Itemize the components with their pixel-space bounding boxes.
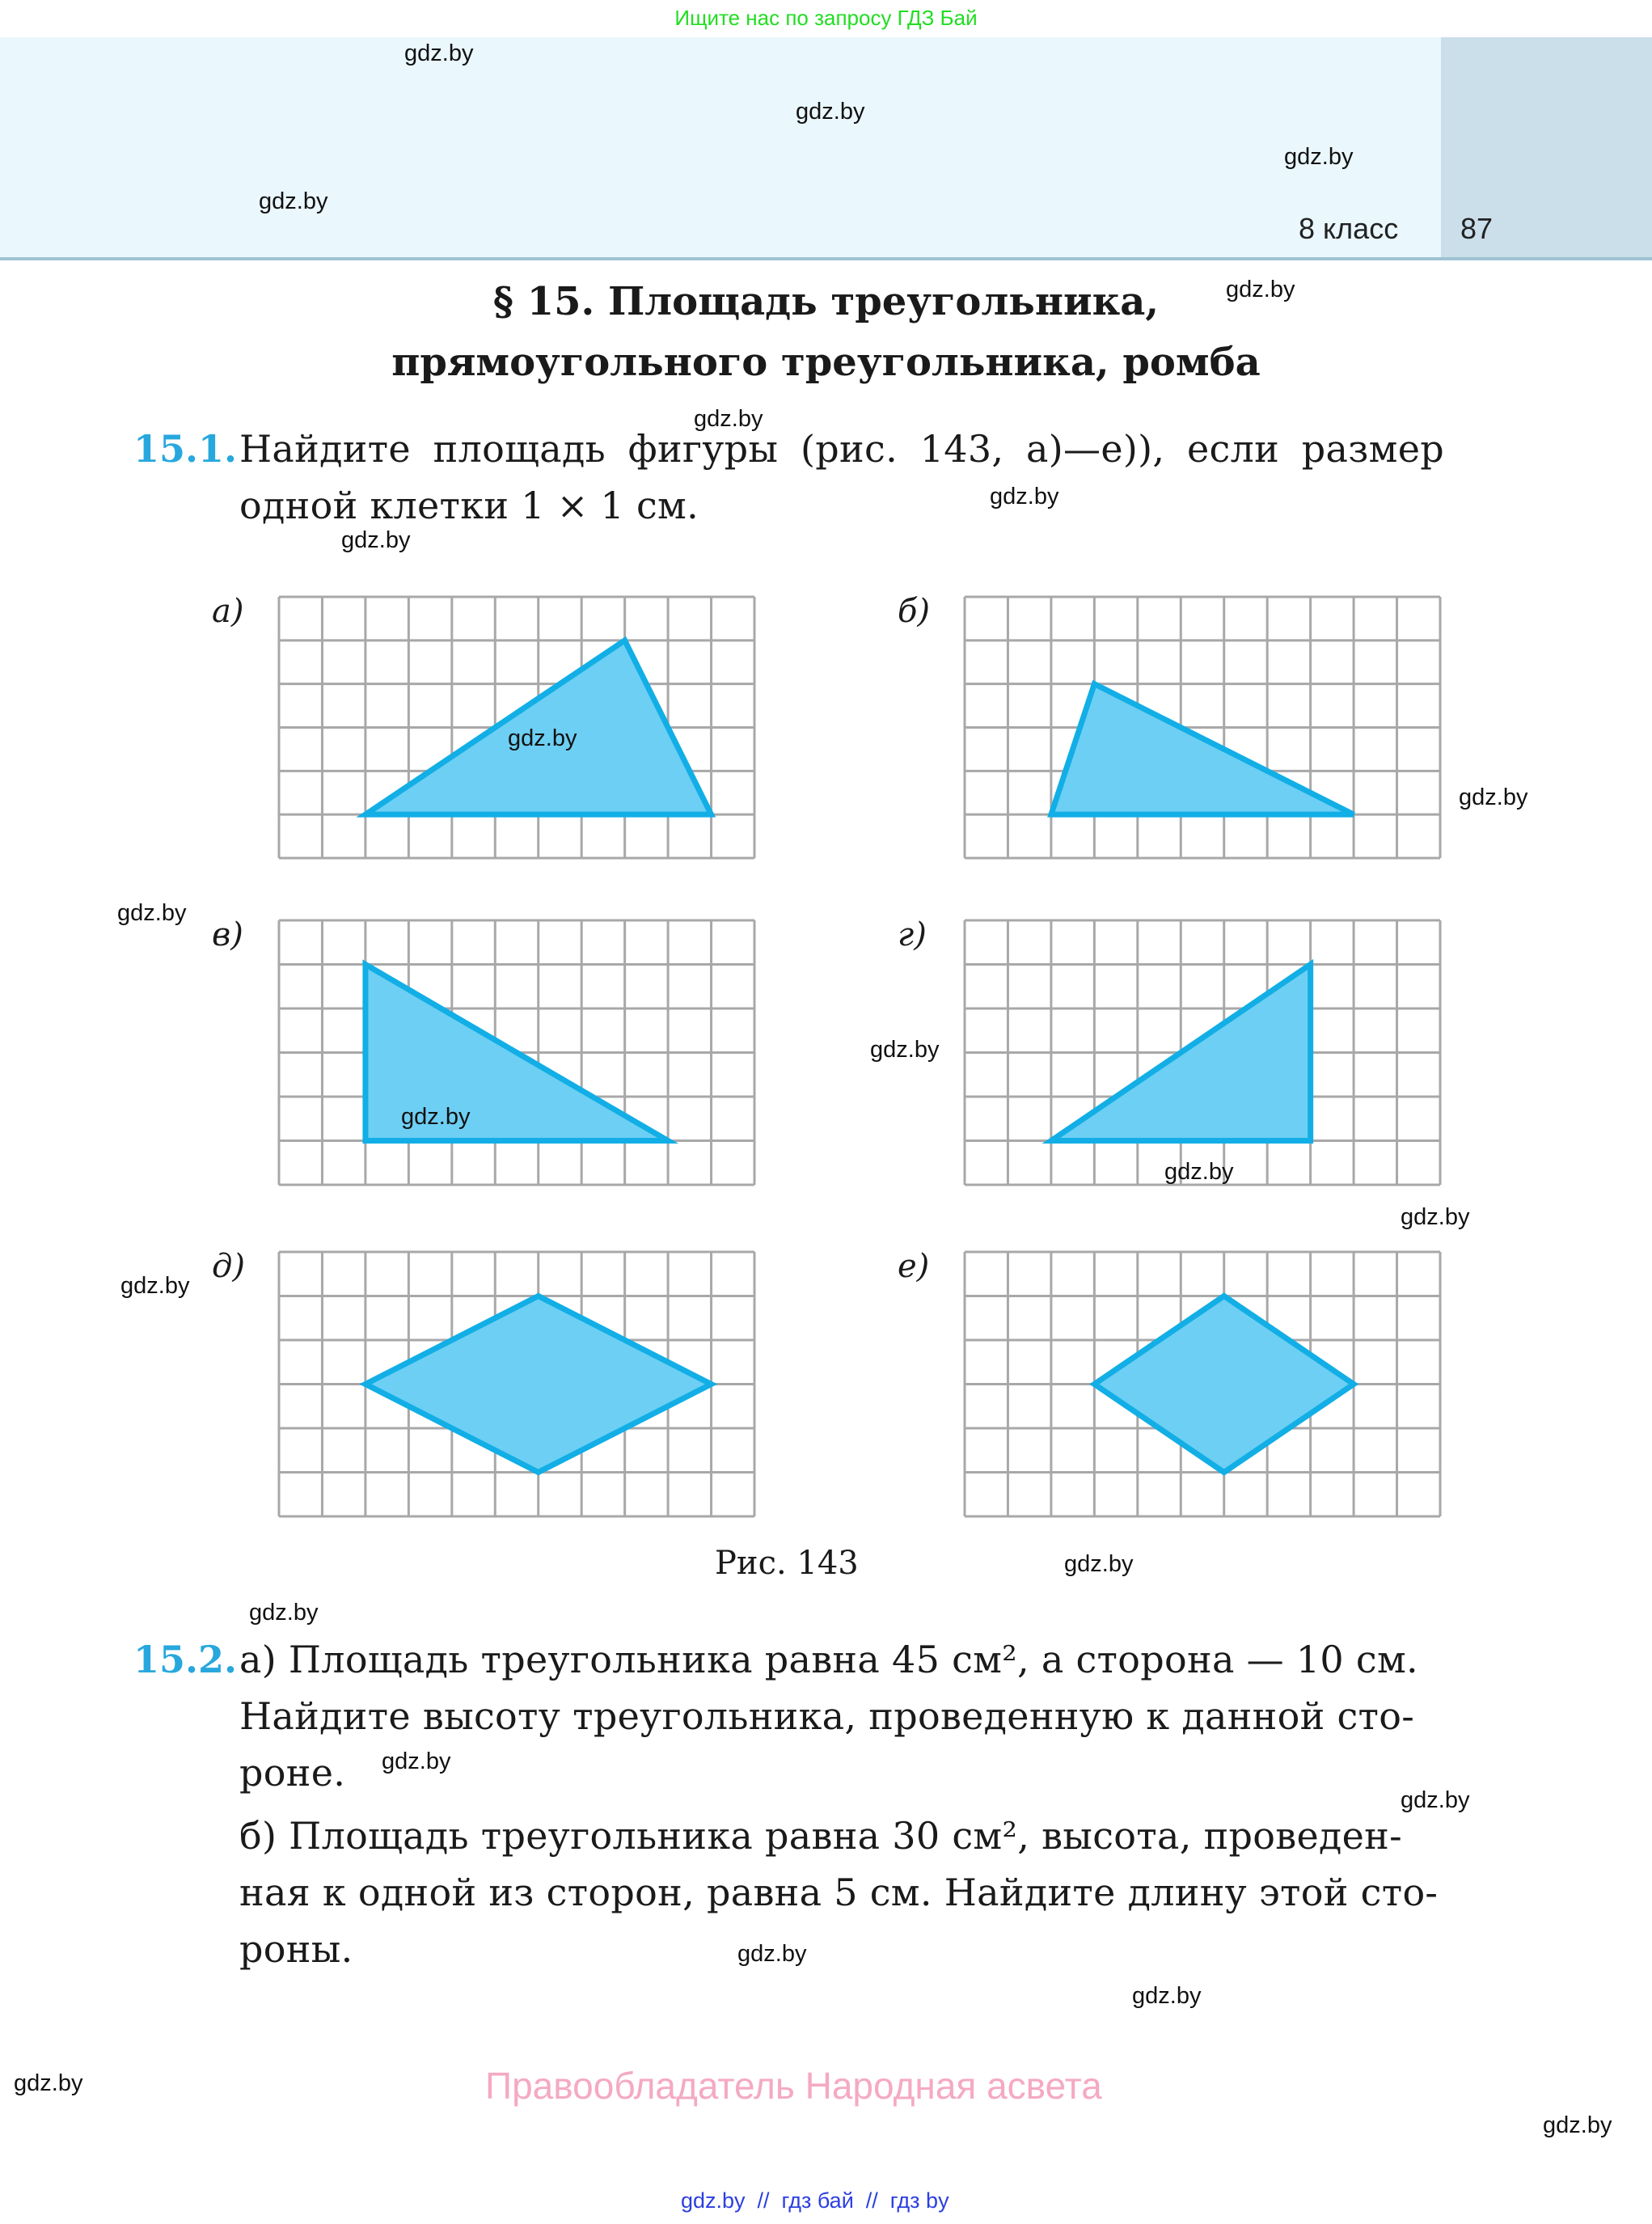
watermark: gdz.by <box>737 1941 807 1967</box>
watermark: gdz.by <box>1543 2112 1612 2138</box>
problem-15-2b-line2: ная к одной из сторон, равна 5 см. Найдите длину этой сто- <box>239 1871 1439 1914</box>
watermark: gdz.by <box>990 484 1059 509</box>
watermark: gdz.by <box>1132 1983 1202 2009</box>
watermark: gdz.by <box>1401 1204 1470 1230</box>
problem-15-2b-line3: роны. <box>239 1927 353 1971</box>
problem-15-2a-line2: Найдите высоту треугольника, проведенную к данной сто- <box>239 1694 1415 1738</box>
watermark: gdz.by <box>796 99 865 125</box>
watermark: gdz.by <box>14 2070 83 2096</box>
watermark: gdz.by <box>1164 1159 1234 1185</box>
figure-label-a: а) <box>212 593 244 630</box>
rights-holder-notice: Правообладатель Народная асвета <box>485 2065 1102 2107</box>
watermark: gdz.by <box>120 1273 190 1299</box>
header-divider <box>0 257 1652 260</box>
figure-g-grid <box>963 919 1442 1186</box>
top-search-banner[interactable]: Ищите нас по запросу ГДЗ Бай <box>674 6 978 30</box>
figure-b-grid <box>963 595 1442 860</box>
figure-d-grid <box>277 1250 756 1518</box>
problem-15-2a-line1: а) Площадь треугольника равна 45 см², а сторона — 10 см. <box>239 1638 1418 1681</box>
footer-links[interactable]: gdz.by // гдз бай // гдз by <box>681 2188 949 2213</box>
figure-v-grid <box>277 919 756 1186</box>
figure-label-v: в) <box>212 916 243 953</box>
problem-15-2a-line3: роне. <box>239 1751 346 1795</box>
watermark: gdz.by <box>249 1600 319 1626</box>
figure-label-g: г) <box>898 916 927 953</box>
problem-number-15-1: 15.1. <box>133 427 238 471</box>
problem-15-2b-line1: б) Площадь треугольника равна 30 см², высота, проведен- <box>239 1814 1402 1858</box>
watermark: gdz.by <box>1401 1787 1470 1813</box>
figure-label-d: д) <box>212 1248 245 1285</box>
watermark: gdz.by <box>1284 144 1354 170</box>
watermark: gdz.by <box>1226 277 1295 302</box>
watermark: gdz.by <box>382 1748 451 1774</box>
watermark: gdz.by <box>259 188 328 214</box>
problem-number-15-2: 15.2. <box>133 1638 238 1681</box>
grade-label: 8 класс <box>1299 212 1399 245</box>
watermark: gdz.by <box>1459 784 1528 810</box>
watermark: gdz.by <box>694 406 763 432</box>
page-header <box>0 37 1652 257</box>
watermark: gdz.by <box>341 527 411 553</box>
figure-e-grid <box>963 1250 1442 1518</box>
watermark: gdz.by <box>117 900 187 926</box>
section-title-line2: прямоугольного треугольника, ромба <box>391 340 1261 385</box>
watermark: gdz.by <box>508 725 577 751</box>
figure-label-b: б) <box>898 593 931 630</box>
figure-caption: Рис. 143 <box>715 1545 859 1582</box>
rhombus-shape <box>1094 1296 1354 1473</box>
watermark: gdz.by <box>870 1037 940 1063</box>
watermark: gdz.by <box>401 1104 471 1130</box>
triangle-shape <box>1051 684 1354 814</box>
problem-15-1-text-line1: Найдите площадь фигуры (рис. 143, а)—е)), если размер <box>239 427 1444 471</box>
problem-15-1-text-line2: одной клетки 1 × 1 см. <box>239 484 699 527</box>
page-number: 87 <box>1460 212 1494 245</box>
watermark: gdz.by <box>1064 1551 1134 1577</box>
figure-label-e: е) <box>898 1248 930 1285</box>
rhombus-shape <box>365 1296 712 1473</box>
section-title-line1: § 15. Площадь треугольника, <box>492 279 1160 324</box>
watermark: gdz.by <box>404 40 474 66</box>
